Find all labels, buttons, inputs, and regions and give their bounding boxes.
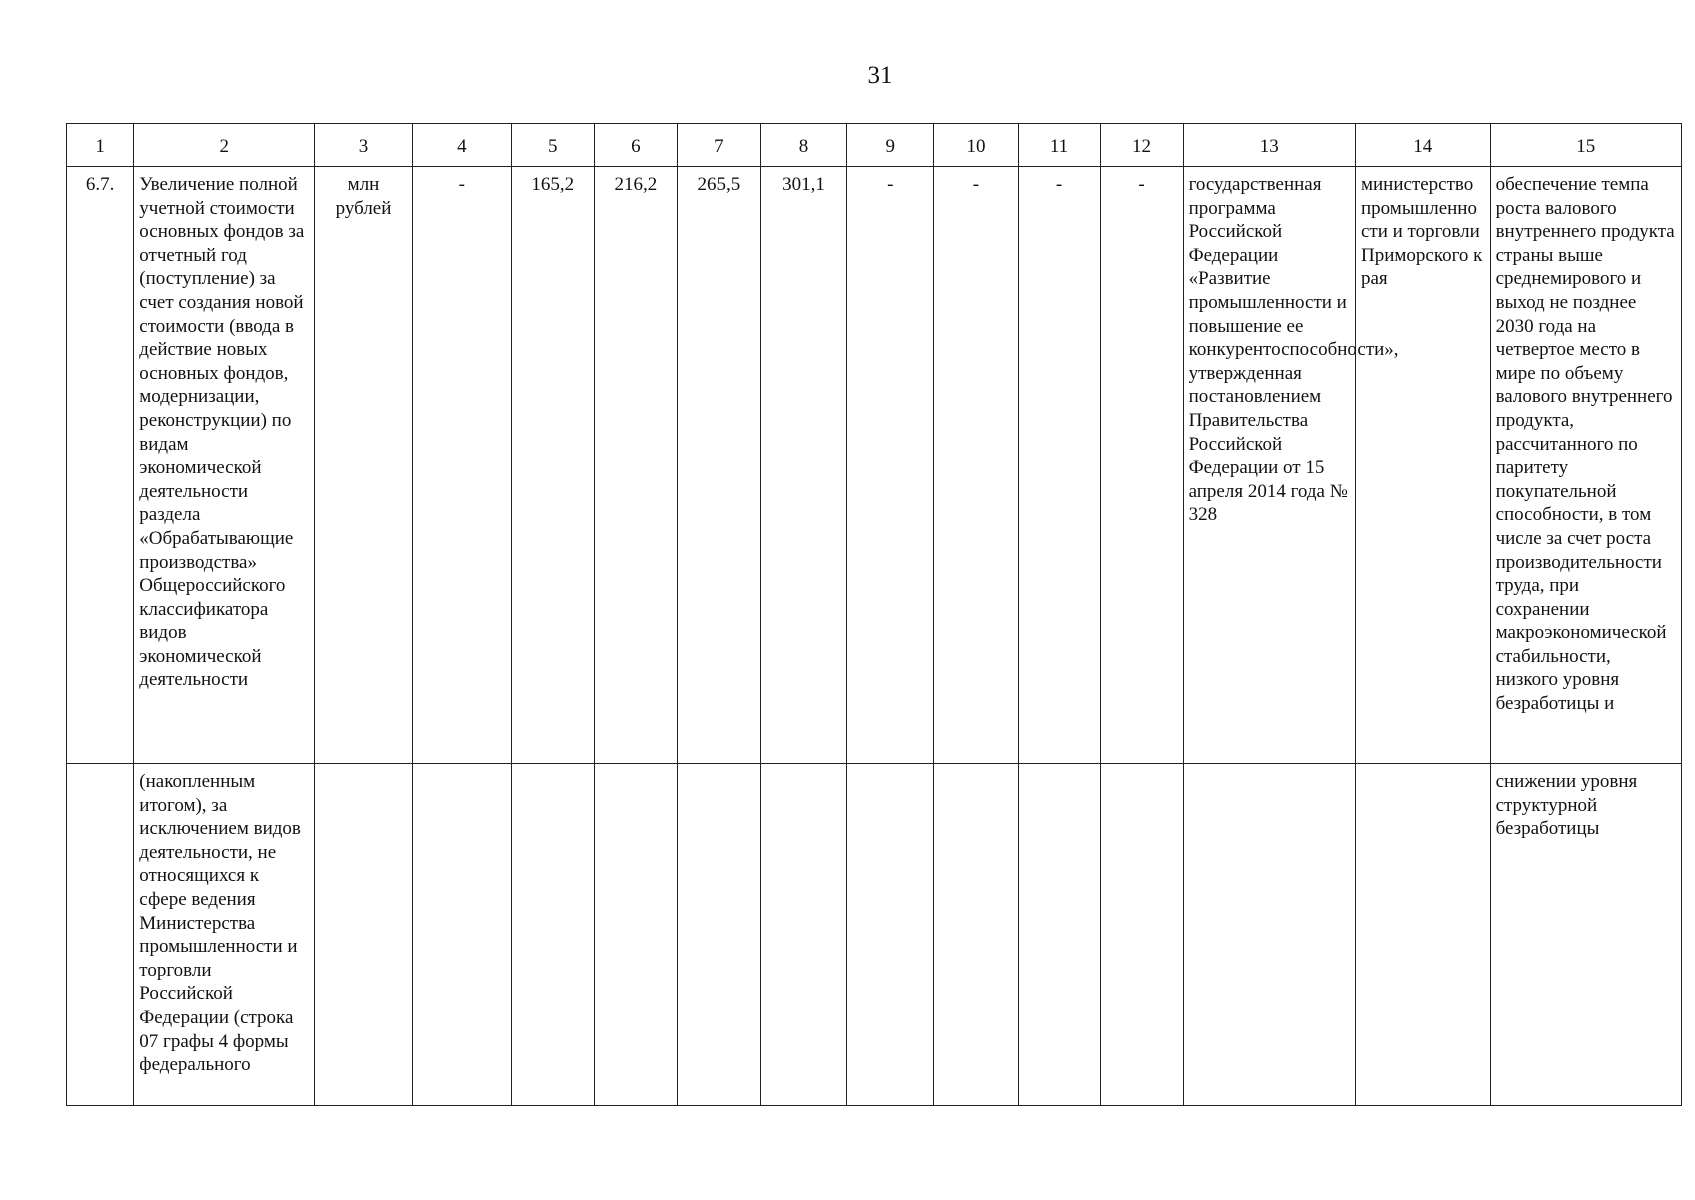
header-cell: 4 [412, 124, 511, 167]
empty-cell [847, 764, 934, 1106]
value-cell: - [1018, 167, 1100, 764]
header-cell: 9 [847, 124, 934, 167]
header-cell: 2 [134, 124, 315, 167]
table-row [67, 167, 1682, 764]
header-cell: 15 [1490, 124, 1681, 167]
header-cell: 10 [934, 124, 1018, 167]
goal-cell-continued: снижении уровня структурной безработицы [1490, 764, 1681, 1106]
empty-cell [67, 764, 134, 1106]
value-cell: 265,5 [677, 167, 760, 764]
header-cell: 6 [594, 124, 677, 167]
goal-cell: обеспечение темпа роста валового внутреннего продукта страны выше среднемирового и выход не позднее 2030 года на четвертое место в мире по объему валового внутреннего продукта, рассчитанного по паритету покупательной способности, в том числе за счет роста производительности труда, при сохранении макроэкономической стабильности, низкого уровня безработицы и [1490, 167, 1681, 764]
value-cell: - [1100, 167, 1183, 764]
indicator-table [66, 123, 1682, 1106]
unit-cell: млн рублей [315, 167, 413, 764]
header-cell: 1 [67, 124, 134, 167]
empty-cell [1100, 764, 1183, 1106]
header-cell: 5 [511, 124, 594, 167]
header-cell: 12 [1100, 124, 1183, 167]
empty-cell [511, 764, 594, 1106]
value-cell: 216,2 [594, 167, 677, 764]
header-cell: 11 [1018, 124, 1100, 167]
header-cell: 3 [315, 124, 413, 167]
value-cell: - [412, 167, 511, 764]
empty-cell [1183, 764, 1355, 1106]
header-cell: 7 [677, 124, 760, 167]
value-cell: 165,2 [511, 167, 594, 764]
empty-cell [1018, 764, 1100, 1106]
table-row [67, 764, 1682, 1106]
empty-cell [412, 764, 511, 1106]
empty-cell [677, 764, 760, 1106]
header-cell: 14 [1355, 124, 1490, 167]
header-row [67, 124, 1682, 167]
program-cell: государственная программа Российской Федерации «Развитие промышленности и повышение ее конкурентоспособности», утвержденная постановлением Правительства Российской Федерации от 15 апреля 2014 года № 328 [1183, 167, 1355, 764]
value-cell: - [847, 167, 934, 764]
responsible-cell: министерство промышленности и торговли Приморского края [1355, 167, 1490, 764]
indicator-name-continued: (накопленным итогом), за исключением видов деятельности, не относящихся к сфере ведения Министерства промышленности и торговли Российской Федерации (строка 07 графы 4 формы федерального [134, 764, 315, 1106]
empty-cell [594, 764, 677, 1106]
empty-cell [315, 764, 413, 1106]
page-number: 31 [867, 62, 893, 89]
empty-cell [1355, 764, 1490, 1106]
empty-cell [934, 764, 1018, 1106]
empty-cell [760, 764, 846, 1106]
header-cell: 8 [760, 124, 846, 167]
value-cell: - [934, 167, 1018, 764]
header-cell: 13 [1183, 124, 1355, 167]
indicator-name: Увеличение полной учетной стоимости основных фондов за отчетный год (поступление) за счет создания новой стоимости (ввода в действие новых основных фондов, модернизации, реконструкции) по видам экономической деятельности раздела «Обрабатывающие производства» Общероссийского классификатора видов экономической деятельности [134, 167, 315, 764]
row-number: 6.7. [67, 167, 134, 764]
value-cell: 301,1 [760, 167, 846, 764]
